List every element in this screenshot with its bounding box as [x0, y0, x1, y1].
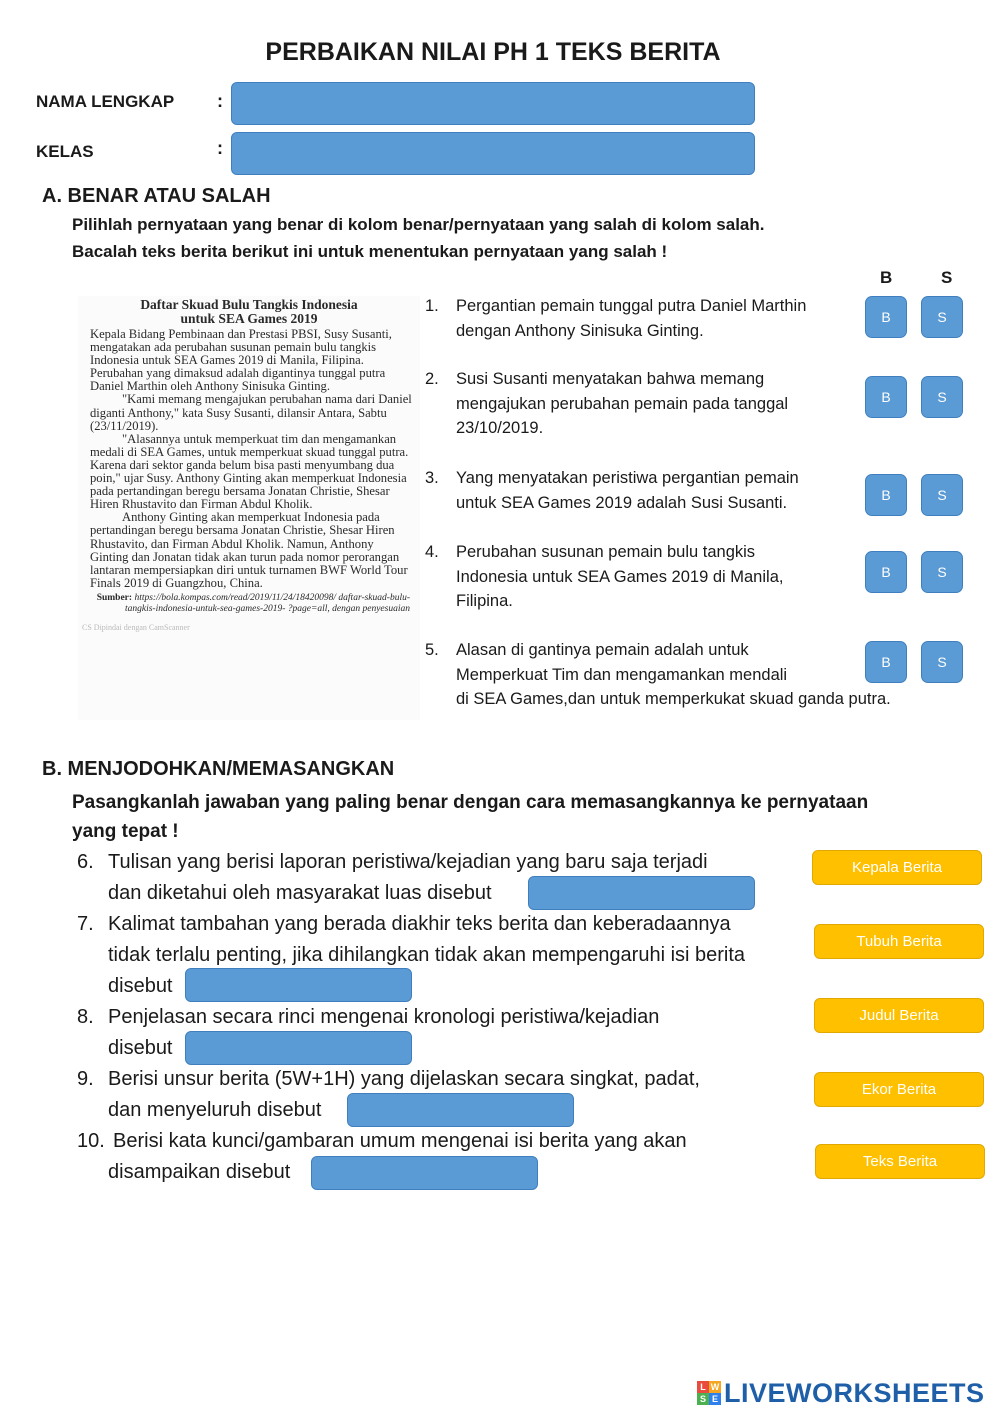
- match-question-6-line-2: dan diketahui oleh masyarakat luas disebut: [108, 882, 492, 904]
- match-question-10-line-1: Berisi kata kunci/gambaran umum mengenai isi berita yang akan: [113, 1130, 687, 1152]
- answer-slot-8[interactable]: [185, 1031, 412, 1065]
- tf-question-3: [425, 466, 865, 516]
- option-tubuh-berita[interactable]: Tubuh Berita: [814, 924, 984, 959]
- match-question-8-line-1: Penjelasan secara rinci mengenai kronologi peristiwa/kejadian: [108, 1006, 660, 1028]
- tf-question-text: [456, 540, 783, 614]
- option-ekor-berita[interactable]: Ekor Berita: [814, 1072, 984, 1107]
- match-question-9-line-1: Berisi unsur berita (5W+1H) yang dijelaskan secara singkat, padat,: [108, 1068, 700, 1090]
- page-title: PERBAIKAN NILAI PH 1 TEKS BERITA: [265, 38, 721, 66]
- answer-slot-9[interactable]: [347, 1093, 574, 1127]
- q3-benar-button[interactable]: B: [865, 474, 907, 516]
- tf-question-line: Yang menyatakan peristiwa pergantian pemain: [456, 469, 799, 487]
- option-kepala-berita[interactable]: Kepala Berita: [812, 850, 982, 885]
- tf-question-line: Memperkuat Tim dan mengamankan mendali: [456, 665, 788, 684]
- q2-benar-button[interactable]: B: [865, 376, 907, 418]
- match-question-10-number: 10.: [77, 1130, 105, 1152]
- tf-question-line: Pergantian pemain tunggal putra Daniel Marthin: [456, 297, 807, 315]
- option-judul-berita[interactable]: Judul Berita: [814, 998, 984, 1033]
- tf-question-1: [425, 294, 865, 344]
- tf-question-line: di SEA Games,dan untuk memperkukat skuad ganda putra.: [456, 690, 891, 708]
- article-paragraph-3: "Alasannya untuk memperkuat tim dan mengamankan medali di SEA Games, untuk memperkuat skuad tunggal putra. Karena dari sektor ganda belum bisa pasti menyumbang dua poin," ujar Susy. Anthony Ginting akan memperkuat Indonesia pada pertandingan beregu bersama Jonatan Christie, Shesar Hiren Rhustavito dan Firman Abdul Kholik.: [90, 431, 409, 512]
- tf-question-line: Alasan di gantinya pemain adalah untuk: [456, 641, 749, 659]
- article-source: [78, 590, 420, 615]
- q4-salah-button[interactable]: S: [921, 551, 963, 593]
- q4-benar-button[interactable]: B: [865, 551, 907, 593]
- scanner-note: CS Dipindai dengan CamScanner: [82, 622, 190, 632]
- match-question-6-line-1: Tulisan yang berisi laporan peristiwa/kejadian yang baru saja terjadi: [108, 851, 708, 873]
- tf-question-line: untuk SEA Games 2019 adalah Susi Susanti.: [456, 493, 788, 512]
- match-question-10-line-2: disampaikan disebut: [108, 1161, 291, 1183]
- section-a-heading: A. BENAR ATAU SALAH: [42, 185, 271, 207]
- match-question-7-line-3: disebut: [108, 975, 173, 997]
- article-body: [78, 328, 420, 590]
- tf-question-number: 1.: [425, 297, 439, 315]
- tf-question-number: 3.: [425, 469, 439, 487]
- article-paragraph-2: "Kami memang mengajukan perubahan nama dari Daniel diganti Anthony," kata Susy Susanti, dilansir Antara, Sabtu (23/11/2019).: [90, 392, 412, 433]
- section-b-instruction-1: Pasangkanlah jawaban yang paling benar dengan cara memasangkannya ke pernyataan: [72, 792, 869, 813]
- answer-slot-7[interactable]: [185, 968, 412, 1002]
- column-s-header: S: [941, 268, 953, 287]
- article-title: [78, 298, 420, 326]
- q5-salah-button[interactable]: S: [921, 641, 963, 683]
- liveworksheets-logo: [697, 1378, 985, 1408]
- match-question-9-line-2: dan menyeluruh disebut: [108, 1099, 322, 1121]
- tf-question-line: dengan Anthony Sinisuka Ginting.: [456, 321, 704, 340]
- name-colon: :: [217, 91, 223, 111]
- tf-question-text: [456, 294, 806, 343]
- liveworksheets-logo-text: LIVEWORKSHEETS: [724, 1377, 985, 1408]
- liveworksheets-logo-icon: [697, 1381, 721, 1405]
- answer-slot-6[interactable]: [528, 876, 755, 910]
- tf-question-number: 4.: [425, 543, 439, 561]
- class-label: KELAS: [36, 142, 94, 161]
- q3-salah-button[interactable]: S: [921, 474, 963, 516]
- match-question-8-line-2: disebut: [108, 1037, 173, 1059]
- section-a-instruction-2: Bacalah teks berita berikut ini untuk menentukan pernyataan yang salah !: [72, 242, 668, 261]
- tf-question-text: [456, 466, 799, 515]
- tf-question-line: Susi Susanti menyatakan bahwa memang: [456, 370, 765, 388]
- article-title-line-2: untuk SEA Games 2019: [180, 311, 318, 326]
- article-source-label: Sumber:: [96, 592, 133, 603]
- q1-benar-button[interactable]: B: [865, 296, 907, 338]
- class-colon: :: [217, 138, 223, 158]
- tf-question-line: mengajukan perubahan pemain pada tanggal: [456, 394, 789, 413]
- logo-letter: E: [709, 1393, 721, 1405]
- tf-question-2: [425, 367, 865, 442]
- tf-question-line: Indonesia untuk SEA Games 2019 di Manila,: [456, 567, 784, 586]
- tf-question-text: [456, 638, 891, 712]
- tf-question-line: Filipina.: [456, 592, 513, 610]
- option-teks-berita[interactable]: Teks Berita: [815, 1144, 985, 1179]
- answer-slot-10[interactable]: [311, 1156, 538, 1190]
- article-source-text: https://bola.kompas.com/read/2019/11/24/18420098/ daftar-skuad-bulu-tangkis-indonesia-untuk-sea-games-2019- ?page=all, dengan penyesuaian: [124, 592, 410, 614]
- name-label: NAMA LENGKAP: [36, 92, 175, 111]
- match-question-7-line-2: tidak terlalu penting, jika dihilangkan tidak akan mempengaruhi isi berita: [108, 944, 746, 966]
- tf-question-line: 23/10/2019.: [456, 419, 544, 437]
- q1-salah-button[interactable]: S: [921, 296, 963, 338]
- q2-salah-button[interactable]: S: [921, 376, 963, 418]
- class-input[interactable]: [231, 132, 755, 175]
- article-title-line-1: Daftar Skuad Bulu Tangkis Indonesia: [140, 297, 358, 312]
- article-paragraph-4: Anthony Ginting akan memperkuat Indonesia pada pertandingan beregu bersama Jonatan Christie, Shesar Hiren Rhustavito, dan Firman Abdul Kholik. Namun, Anthony Ginting dan Jonatan tidak akan turun pada nomor perorangan lantaran mempersiapkan diri untuk turnamen BWF World Tour Finals 2019 di Guangzhou, China.: [90, 510, 408, 590]
- column-b-header: B: [880, 268, 893, 287]
- name-input[interactable]: [231, 82, 755, 125]
- match-question-8-number: 8.: [77, 1006, 94, 1028]
- logo-letter: S: [697, 1393, 709, 1405]
- match-question-9-number: 9.: [77, 1068, 94, 1090]
- tf-question-number: 2.: [425, 370, 439, 388]
- tf-question-4: [425, 540, 865, 615]
- section-a-instruction-1: Pilihlah pernyataan yang benar di kolom benar/pernyataan yang salah di kolom salah.: [72, 215, 765, 234]
- tf-question-number: 5.: [425, 641, 439, 659]
- news-article: [78, 296, 420, 720]
- logo-letter: W: [710, 1382, 720, 1392]
- section-b-instruction-2: yang tepat !: [72, 821, 179, 842]
- logo-letter: L: [697, 1381, 709, 1393]
- section-b-heading: B. MENJODOHKAN/MEMASANGKAN: [42, 758, 395, 780]
- q5-benar-button[interactable]: B: [865, 641, 907, 683]
- match-question-7-line-1: Kalimat tambahan yang berada diakhir teks berita dan keberadaannya: [108, 913, 731, 935]
- article-paragraph-1: Kepala Bidang Pembinaan dan Prestasi PBSI, Susy Susanti, mengatakan ada perubahan susunan pemain bulu tangkis Indonesia untuk SEA Games 2019 di Manila, Filipina. Perubahan yang dimaksud adalah digantinya tunggal putra Daniel Marthin oleh Anthony Sinisuka Ginting.: [90, 327, 392, 394]
- match-question-7-number: 7.: [77, 913, 94, 935]
- tf-question-text: [456, 367, 788, 441]
- match-question-6-number: 6.: [77, 851, 94, 873]
- tf-question-line: Perubahan susunan pemain bulu tangkis: [456, 543, 756, 561]
